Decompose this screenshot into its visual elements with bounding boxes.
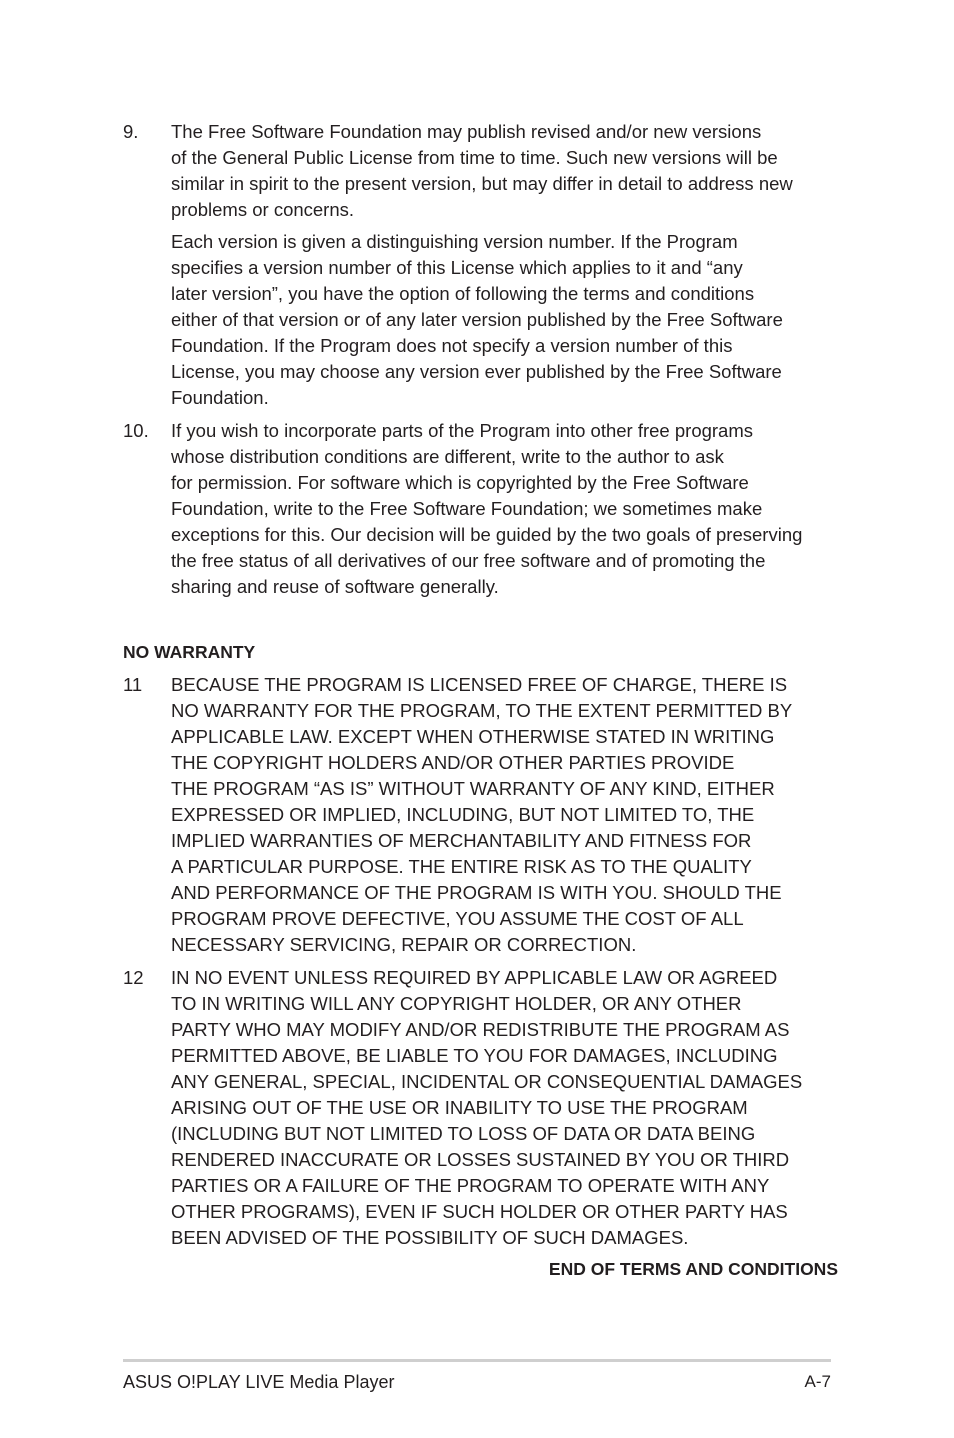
- footer-product-name: ASUS O!PLAY LIVE Media Player: [123, 1372, 395, 1392]
- clause-10: [123, 418, 843, 600]
- text-line: The Free Software Foundation may publish revised and/or new versions: [171, 121, 762, 142]
- text-line: of the General Public License from time to time. Such new versions will be: [171, 147, 778, 168]
- text-line: NO WARRANTY FOR THE PROGRAM, TO THE EXTENT PERMITTED BY: [171, 700, 793, 721]
- page-number: A-7: [804, 1372, 831, 1391]
- text-line: APPLICABLE LAW. EXCEPT WHEN OTHERWISE STATED IN WRITING: [171, 726, 775, 747]
- clause-text: [171, 672, 843, 958]
- text-line: IN NO EVENT UNLESS REQUIRED BY APPLICABLE LAW OR AGREED: [171, 967, 778, 988]
- text-line: problems or concerns.: [171, 199, 355, 220]
- paragraph: [171, 229, 843, 411]
- text-line: BEEN ADVISED OF THE POSSIBILITY OF SUCH DAMAGES.: [171, 1227, 689, 1248]
- text-line: ARISING OUT OF THE USE OR INABILITY TO USE THE PROGRAM: [171, 1097, 748, 1118]
- text-line: BECAUSE THE PROGRAM IS LICENSED FREE OF CHARGE, THERE IS: [171, 674, 788, 695]
- text-line: exceptions for this. Our decision will be guided by the two goals of preserving: [171, 524, 803, 545]
- clause-number: 9.: [123, 121, 139, 142]
- text-line: PARTY WHO MAY MODIFY AND/OR REDISTRIBUTE THE PROGRAM AS: [171, 1019, 790, 1040]
- text-line: EXPRESSED OR IMPLIED, INCLUDING, BUT NOT LIMITED TO, THE: [171, 804, 755, 825]
- section-heading: NO WARRANTY: [123, 642, 256, 662]
- clause-text: [171, 119, 843, 411]
- text-line: PROGRAM PROVE DEFECTIVE, YOU ASSUME THE COST OF ALL: [171, 908, 744, 929]
- text-line: whose distribution conditions are different, write to the author to ask: [171, 446, 724, 467]
- text-line: THE COPYRIGHT HOLDERS AND/OR OTHER PARTIES PROVIDE: [171, 752, 735, 773]
- text-line: If you wish to incorporate parts of the Program into other free programs: [171, 420, 754, 441]
- text-line: PARTIES OR A FAILURE OF THE PROGRAM TO OPERATE WITH ANY: [171, 1175, 770, 1196]
- text-line: (INCLUDING BUT NOT LIMITED TO LOSS OF DATA OR DATA BEING: [171, 1123, 756, 1144]
- text-line: sharing and reuse of software generally.: [171, 576, 499, 597]
- text-line: RENDERED INACCURATE OR LOSSES SUSTAINED BY YOU OR THIRD: [171, 1149, 790, 1170]
- paragraph: [171, 119, 843, 223]
- text-line: for permission. For software which is copyrighted by the Free Software: [171, 472, 749, 493]
- text-line: IMPLIED WARRANTIES OF MERCHANTABILITY AND FITNESS FOR: [171, 830, 752, 851]
- text-line: License, you may choose any version ever published by the Free Software: [171, 361, 782, 382]
- text-line: OTHER PROGRAMS), EVEN IF SUCH HOLDER OR OTHER PARTY HAS: [171, 1201, 788, 1222]
- text-line: the free status of all derivatives of our free software and of promoting the: [171, 550, 766, 571]
- text-line: A PARTICULAR PURPOSE. THE ENTIRE RISK AS TO THE QUALITY: [171, 856, 752, 877]
- text-line: Foundation. If the Program does not specify a version number of this: [171, 335, 733, 356]
- text-line: AND PERFORMANCE OF THE PROGRAM IS WITH YOU. SHOULD THE: [171, 882, 782, 903]
- text-line: ANY GENERAL, SPECIAL, INCIDENTAL OR CONSEQUENTIAL DAMAGES: [171, 1071, 803, 1092]
- text-line: TO IN WRITING WILL ANY COPYRIGHT HOLDER, OR ANY OTHER: [171, 993, 742, 1014]
- clause-number: 12: [123, 967, 144, 988]
- clause-12: [123, 965, 843, 1251]
- clause-number: 10.: [123, 420, 149, 441]
- text-line: similar in spirit to the present version, but may differ in detail to address new: [171, 173, 793, 194]
- text-line: NECESSARY SERVICING, REPAIR OR CORRECTION.: [171, 934, 637, 955]
- clause-11: [123, 672, 843, 958]
- text-line: Foundation, write to the Free Software Foundation; we sometimes make: [171, 498, 763, 519]
- text-line: THE PROGRAM “AS IS” WITHOUT WARRANTY OF ANY KIND, EITHER: [171, 778, 775, 799]
- footer-divider: [123, 1359, 831, 1362]
- text-line: Foundation.: [171, 387, 269, 408]
- text-line: later version”, you have the option of following the terms and conditions: [171, 283, 755, 304]
- clause-text: [171, 418, 843, 600]
- text-line: Each version is given a distinguishing version number. If the Program: [171, 231, 738, 252]
- clause-9: [123, 119, 843, 411]
- text-line: specifies a version number of this License which applies to it and “any: [171, 257, 743, 278]
- end-of-terms: END OF TERMS AND CONDITIONS: [548, 1259, 838, 1279]
- clause-text: [171, 965, 843, 1251]
- text-line: either of that version or of any later version published by the Free Software: [171, 309, 783, 330]
- clause-number: 11: [123, 674, 143, 695]
- text-line: PERMITTED ABOVE, BE LIABLE TO YOU FOR DAMAGES, INCLUDING: [171, 1045, 778, 1066]
